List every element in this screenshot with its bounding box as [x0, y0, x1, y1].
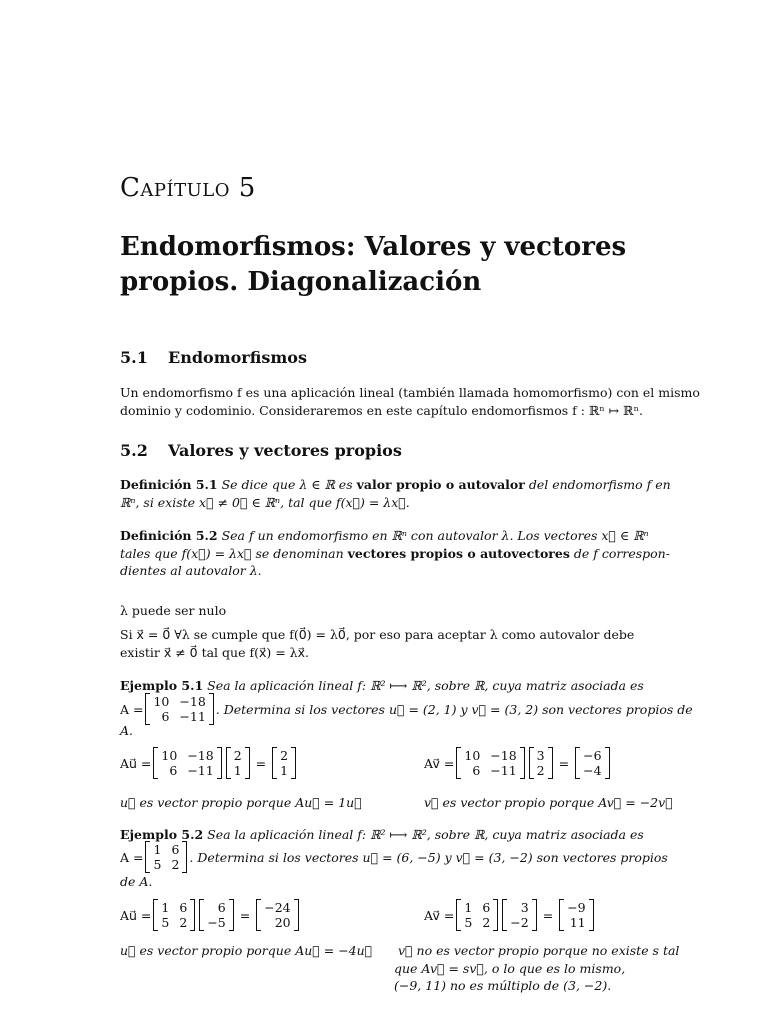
matrix-a — [145, 841, 187, 873]
vector-cell: 6 — [217, 900, 226, 915]
vector-cell: 1 — [280, 763, 289, 778]
vector-cell: 2 — [233, 748, 242, 763]
note-lambda-zero — [120, 602, 670, 620]
example-5-2-tail — [120, 873, 670, 891]
equation-lhs: Av⃗ = — [424, 755, 455, 771]
example-text: Sea la aplicación lineal f: ℝ² ⟼ ℝ², sobre ℝ, cuya matriz asociada es — [207, 678, 644, 693]
definition-text: del endomorfismo f en — [528, 477, 671, 492]
matrix-cell: −11 — [187, 763, 214, 778]
matrix-a — [153, 899, 195, 931]
vector-cell: −2 — [510, 915, 529, 930]
example-label: Ejemplo 5.2 — [120, 827, 204, 842]
definition-text: Se dice que λ ∈ ℝ es — [221, 477, 353, 492]
definition-text: dientes al autovalor λ. — [120, 563, 262, 578]
matrix-cell: 5 — [161, 915, 170, 930]
vector-cell: 2 — [536, 763, 545, 778]
matrix-cell: −18 — [490, 748, 517, 763]
matrix-cell: 2 — [171, 857, 180, 872]
chapter-heading — [120, 173, 256, 203]
example-label: Ejemplo 5.1 — [120, 678, 204, 693]
vector-cell: −24 — [264, 900, 291, 915]
matrix-cell: 6 — [179, 900, 188, 915]
example-5-1-left-equation — [120, 747, 298, 779]
chapter-label: Capítulo — [120, 173, 230, 203]
note-line: λ puede ser nulo — [120, 603, 227, 618]
vector-cell: 3 — [536, 748, 545, 763]
definition-label: Definición 5.2 — [120, 528, 218, 543]
example-5-1-tail — [120, 722, 670, 740]
matrix-cell: 5 — [464, 915, 473, 930]
example-5-2-right-equation — [424, 899, 596, 931]
example-5-2-matrix-line — [120, 841, 668, 873]
definition-text: tales que f(x⃗) = λx⃗ se denominan — [120, 545, 344, 561]
vector-cell: 2 — [280, 748, 289, 763]
matrix-cell: 6 — [472, 763, 481, 778]
definition-text: ℝⁿ, si existe x⃗ ≠ 0⃗ ∈ ℝⁿ, tal que f(x⃗) = λx⃗. — [120, 494, 410, 510]
vector-v — [502, 899, 536, 931]
vector-v — [529, 747, 553, 779]
chapter-title-line-1: Endomorfismos: Valores y vectores — [120, 232, 627, 262]
equation-lhs: Av⃗ = — [424, 907, 455, 923]
example-5-2-left-equation — [120, 899, 301, 931]
conclusion-line: (−9, 11) no es múltiplo de (3, −2). — [394, 978, 612, 993]
equation-lhs: Au⃗ = — [120, 907, 152, 923]
vector-cell: −5 — [207, 915, 226, 930]
matrix-cell: 5 — [153, 857, 162, 872]
note-line: existir x⃗ ≠ 0⃗ tal que f(x⃗) = λx⃗. — [120, 644, 309, 660]
matrix-cell: −11 — [490, 763, 517, 778]
vector-u — [226, 747, 250, 779]
result-vector — [559, 899, 593, 931]
definition-5-1 — [120, 476, 670, 511]
section-number: 5.2 — [120, 441, 148, 460]
equation-lhs: A = — [120, 849, 144, 865]
example-5-1 — [120, 677, 670, 695]
definition-text: de f correspon- — [573, 545, 670, 561]
equals-sign: = — [239, 907, 251, 923]
matrix-cell: −18 — [179, 694, 206, 709]
paragraph-line: Un endomorfismo f es una aplicación lineal (también llamada homomorfismo) con el mismo — [120, 385, 700, 400]
matrix-a — [456, 899, 498, 931]
matrix-cell: 2 — [482, 915, 491, 930]
example-5-1-right-equation — [424, 747, 612, 779]
section-5-2-heading — [120, 441, 402, 460]
result-vector — [256, 899, 298, 931]
vector-cell: 11 — [569, 915, 586, 930]
vector-cell: −6 — [583, 748, 602, 763]
definition-term: valor propio o autovalor — [356, 477, 525, 492]
vector-cell: 1 — [233, 763, 242, 778]
matrix-cell: 10 — [464, 748, 481, 763]
section-5-1-heading — [120, 348, 307, 367]
matrix-cell: 6 — [482, 900, 491, 915]
example-text: Sea la aplicación lineal f: ℝ² ⟼ ℝ², sobre ℝ, cuya matriz asociada es — [207, 827, 644, 842]
example-text: A. — [120, 723, 134, 738]
conclusion-line: v⃗ no es vector propio porque no existe s tal — [398, 943, 680, 958]
example-5-1-conclusion-right: v⃗ es vector propio porque Av⃗ = −2v⃗ — [424, 795, 673, 810]
example-5-1-matrix-line — [120, 693, 693, 725]
note-line: Si x⃗ = 0⃗ ∀λ se cumple que f(0⃗) = λ0⃗, por eso para aceptar λ como autovalor debe — [120, 627, 635, 642]
vector-cell: −9 — [567, 900, 586, 915]
vector-cell: −4 — [583, 763, 602, 778]
definition-5-2 — [120, 527, 670, 580]
matrix-cell: 6 — [171, 842, 180, 857]
example-5-1-conclusion-left: u⃗ es vector propio porque Au⃗ = 1u⃗ — [120, 795, 362, 810]
matrix-cell: 6 — [169, 763, 178, 778]
vector-cell: 20 — [274, 915, 291, 930]
matrix-cell: −11 — [179, 709, 206, 724]
equation-lhs: A = — [120, 701, 144, 717]
matrix-cell: −18 — [187, 748, 214, 763]
example-5-2-conclusion-left: u⃗ es vector propio porque Au⃗ = −4u⃗ — [120, 943, 373, 958]
example-5-2-conclusion-right — [394, 942, 679, 995]
conclusion-line: que Av⃗ = sv⃗, o lo que es lo mismo, — [394, 960, 626, 976]
chapter-title-line-2: propios. Diagonalización — [120, 267, 482, 297]
equals-sign: = — [558, 755, 570, 771]
matrix-a — [145, 693, 213, 725]
vector-cell: 3 — [520, 900, 529, 915]
chapter-number: 5 — [238, 173, 256, 203]
vector-u — [199, 899, 233, 931]
equals-sign: = — [255, 755, 267, 771]
note-explanation — [120, 626, 670, 661]
equation-lhs: Au⃗ = — [120, 755, 152, 771]
definition-text: Sea f un endomorfismo en ℝⁿ con autovalor λ. Los vectores x⃗ ∈ ℝⁿ — [221, 528, 649, 543]
example-text: de A. — [120, 874, 153, 889]
paragraph-line: dominio y codominio. Consideraremos en este capítulo endomorfismos f : ℝⁿ ↦ ℝⁿ. — [120, 402, 643, 418]
definition-label: Definición 5.1 — [120, 477, 218, 492]
section-title: Endomorfismos — [168, 348, 307, 367]
result-vector — [575, 747, 609, 779]
matrix-cell: 1 — [161, 900, 170, 915]
matrix-a — [456, 747, 524, 779]
matrix-cell: 6 — [161, 709, 170, 724]
example-text: . Determina si los vectores u⃗ = (6, −5) y v⃗ = (3, −2) son vectores propios — [189, 849, 668, 865]
matrix-a — [153, 747, 221, 779]
section-5-1-body — [120, 384, 700, 419]
matrix-cell: 10 — [161, 748, 178, 763]
matrix-cell: 1 — [153, 842, 162, 857]
matrix-cell: 10 — [153, 694, 170, 709]
chapter-title — [120, 230, 680, 300]
matrix-cell: 2 — [179, 915, 188, 930]
section-title: Valores y vectores propios — [168, 441, 402, 460]
definition-term: vectores propios o autovectores — [347, 545, 570, 561]
example-text: . Determina si los vectores u⃗ = (2, 1) y v⃗ = (3, 2) son vectores propios de — [215, 701, 693, 717]
result-vector — [272, 747, 296, 779]
section-number: 5.1 — [120, 348, 148, 367]
equals-sign: = — [542, 907, 554, 923]
matrix-cell: 1 — [464, 900, 473, 915]
